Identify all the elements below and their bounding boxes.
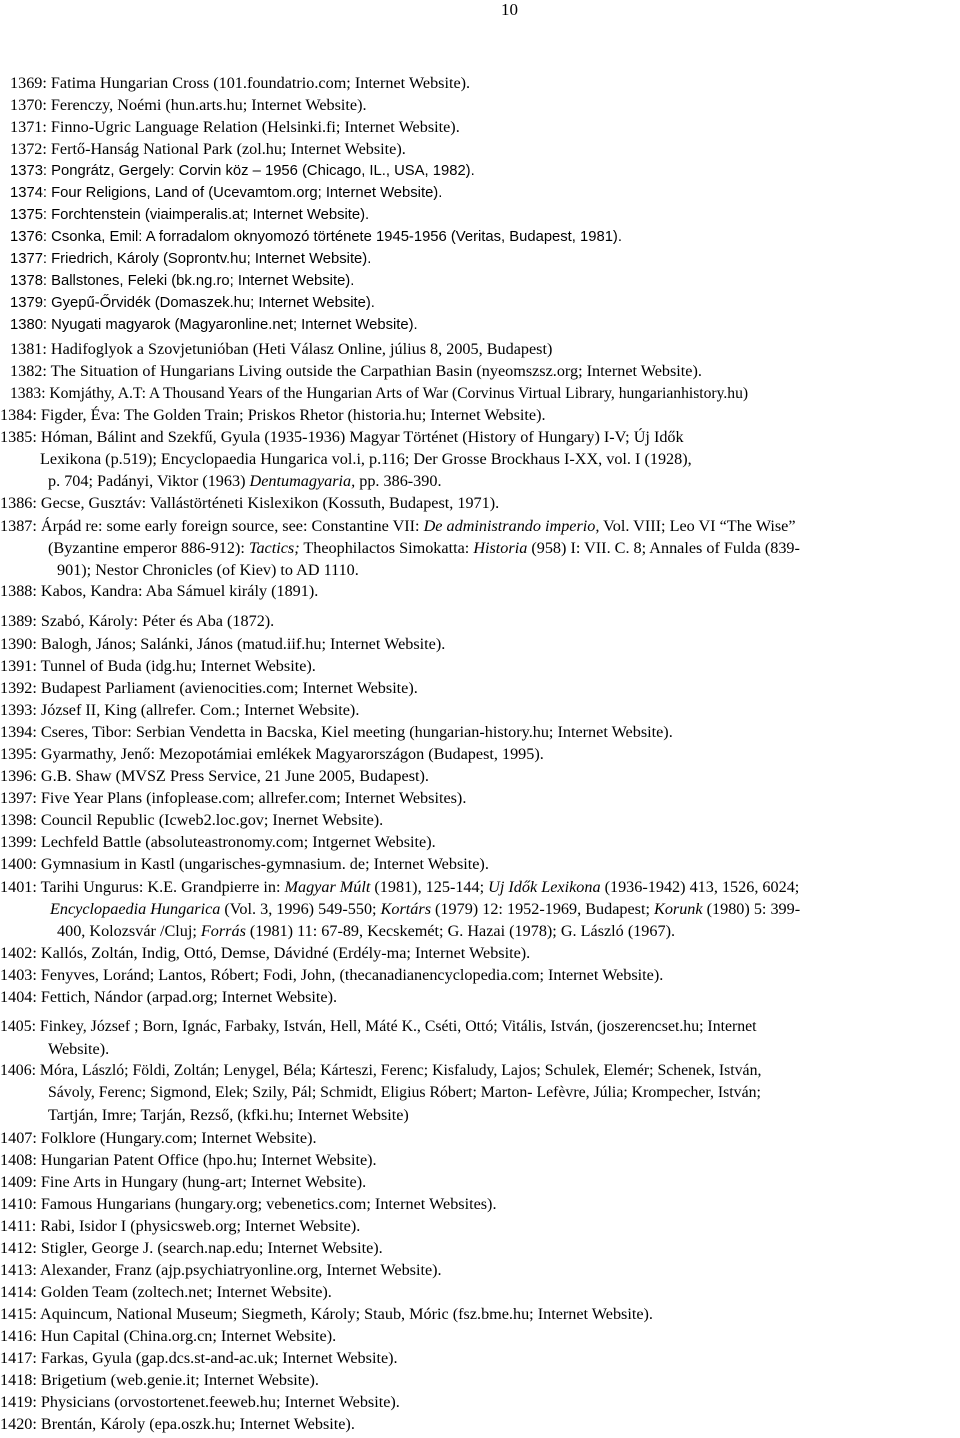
- reference-entry-1370: 1370: Ferenczy, Noémi (hun.arts.hu; Internet Website).: [10, 96, 367, 114]
- reference-entry-1397: 1397: Five Year Plans (infoplease.com; allrefer.com; Internet Websites).: [0, 789, 467, 807]
- reference-entry-1381: 1381: Hadifoglyok a Szovjetunióban (Heti Válasz Online, július 8, 2005, Budapest): [10, 340, 553, 358]
- italic-title: Historia: [473, 539, 528, 557]
- reference-entry-1375: 1375: Forchtenstein (viaimperalis.at; Internet Website).: [10, 207, 370, 223]
- entry-line: Encyclopaedia Hungarica (Vol. 3, 1996) 549-550; Kortárs (1979) 12: 1952-1969, Budapest; Korunk (1980) 5: 399-: [50, 900, 801, 918]
- reference-entry-1400: 1400: Gymnasium in Kastl (ungarisches-gymnasium. de; Internet Website).: [0, 855, 489, 873]
- reference-entry-1408: 1408: Hungarian Patent Office (hpo.hu; Internet Website).: [0, 1151, 377, 1169]
- reference-entry-1379: 1379: Gyepű-Őrvidék (Domaszek.hu; Internet Website).: [10, 295, 375, 311]
- entry-line: 1405: Finkey, József ; Born, Ignác, Farbaky, István, Hell, Máté K., Cséti, Ottó; Vitális, István, (joszerencset.hu; Internet: [0, 1018, 757, 1035]
- reference-entry-1413: 1413: Alexander, Franz (ajp.psychiatryonline.org, Internet Website).: [0, 1261, 442, 1279]
- reference-entry-1387: [0, 515, 800, 581]
- entry-line: Lexikona (p.519); Encyclopaedia Hungarica vol.i, p.116; Der Grosse Brockhaus I-XX, vol. I (1928),: [40, 450, 692, 468]
- reference-entry-1414: 1414: Golden Team (zoltech.net; Internet Website).: [0, 1283, 332, 1301]
- reference-entry-1374: 1374: Four Religions, Land of (Ucevamtom.org; Internet Website).: [10, 185, 443, 201]
- reference-entry-1372: 1372: Fertő-Hanság National Park (zol.hu; Internet Website).: [10, 140, 406, 158]
- reference-entry-1401: [0, 876, 800, 942]
- reference-entry-1410: 1410: Famous Hungarians (hungary.org; vebenetics.com; Internet Websites).: [0, 1195, 497, 1213]
- reference-entry-1411: 1411: Rabi, Isidor I (physicsweb.org; Internet Website).: [0, 1217, 361, 1235]
- reference-entry-1395: 1395: Gyarmathy, Jenő: Mezopotámiai emlékek Magyarországon (Budapest, 1995).: [0, 745, 544, 763]
- reference-entry-1412: 1412: Stigler, George J. (search.nap.edu; Internet Website).: [0, 1239, 383, 1257]
- reference-entry-1380: 1380: Nyugati magyarok (Magyaronline.net; Internet Website).: [10, 317, 418, 333]
- entry-line: 400, Kolozsvár /Cluj; Forrás (1981) 11: 67-89, Kecskemét; G. Hazai (1978); G. László (1967).: [57, 922, 676, 940]
- reference-entry-1398: 1398: Council Republic (Icweb2.loc.gov; Inernet Website).: [0, 811, 384, 829]
- italic-title: Magyar Múlt: [284, 878, 371, 896]
- reference-entry-1382: 1382: The Situation of Hungarians Living outside the Carpathian Basin (nyeomszsz.org; Internet Website).: [10, 362, 702, 380]
- reference-entry-1409: 1409: Fine Arts in Hungary (hung-art; Internet Website).: [0, 1173, 367, 1191]
- reference-entry-1392: 1392: Budapest Parliament (avienocities.com; Internet Website).: [0, 679, 418, 697]
- italic-title: Encyclopaedia Hungarica: [50, 900, 221, 918]
- italic-title: Forrás: [200, 922, 246, 940]
- reference-entry-1418: 1418: Brigetium (web.genie.it; Internet Website).: [0, 1371, 319, 1389]
- reference-entry-1388: 1388: Kabos, Kandra: Aba Sámuel király (1891).: [0, 582, 319, 600]
- reference-entry-1378: 1378: Ballstones, Feleki (bk.ng.ro; Internet Website).: [10, 273, 355, 289]
- page-number: 10: [501, 0, 518, 19]
- entry-line: (Byzantine emperor 886-912): Tactics; Theophilactos Simokatta: Historia (958) I: VII. C. 8; Annales of Fulda (839-: [48, 539, 800, 557]
- reference-entry-1419: 1419: Physicians (orvostortenet.feeweb.hu; Internet Website).: [0, 1393, 400, 1411]
- reference-entry-1371: 1371: Finno-Ugric Language Relation (Helsinki.fi; Internet Website).: [10, 118, 460, 136]
- reference-entry-1396: 1396: G.B. Shaw (MVSZ Press Service, 21 June 2005, Budapest).: [0, 767, 429, 785]
- reference-entry-1399: 1399: Lechfeld Battle (absoluteastronomy.com; Intgernet Website).: [0, 833, 436, 851]
- reference-entry-1386: 1386: Gecse, Gusztáv: Vallástörténeti Kislexikon (Kossuth, Budapest, 1971).: [0, 494, 500, 512]
- reference-entry-1415: 1415: Aquincum, National Museum; Siegmeth, Károly; Staub, Móric (fsz.bme.hu; Internet Website).: [0, 1305, 653, 1323]
- italic-title: Dentumagyaria,: [249, 472, 356, 490]
- italic-title: Kortárs: [380, 900, 431, 918]
- entry-line: 1401: Tarihi Ungurus: K.E. Grandpierre in: Magyar Múlt (1981), 125-144; Uj Idők Lexikona (1936-1942) 413, 1526, 6024;: [0, 878, 800, 896]
- entry-line: Tartján, Imre; Tarján, Rezső, (kfki.hu; Internet Website): [48, 1106, 409, 1124]
- italic-title: Uj Idők Lexikona: [488, 878, 601, 896]
- entry-line: 1387: Árpád re: some early foreign source, see: Constantine VII: De administrando imperio, Vol. VIII; Leo VI “The Wise”: [0, 517, 796, 535]
- reference-entry-1405: [0, 1016, 757, 1060]
- reference-entry-1416: 1416: Hun Capital (China.org.cn; Internet Website).: [0, 1327, 337, 1345]
- reference-entry-1384: 1384: Figder, Éva: The Golden Train; Priskos Rhetor (historia.hu; Internet Website).: [0, 406, 546, 424]
- reference-entry-1373: 1373: Pongrátz, Gergely: Corvin köz – 1956 (Chicago, IL., USA, 1982).: [10, 163, 475, 179]
- entry-line: Sávoly, Ferenc; Sigmond, Elek; Szily, Pál; Schmidt, Eligius Róbert; Marton- Lefèvre, Júlia; Krompecher, István;: [48, 1084, 761, 1101]
- reference-entry-1406: [0, 1060, 761, 1126]
- reference-entry-1390: 1390: Balogh, János; Salánki, János (matud.iif.hu; Internet Website).: [0, 635, 446, 653]
- reference-entry-1391: 1391: Tunnel of Buda (idg.hu; Internet Website).: [0, 657, 316, 675]
- reference-entry-1420: 1420: Brentán, Károly (epa.oszk.hu; Internet Website).: [0, 1415, 355, 1433]
- reference-entry-1385: [0, 426, 692, 492]
- reference-entry-1404: 1404: Fettich, Nándor (arpad.org; Internet Website).: [0, 988, 338, 1006]
- reference-entry-1407: 1407: Folklore (Hungary.com; Internet Website).: [0, 1129, 317, 1147]
- reference-entry-1389: 1389: Szabó, Károly: Péter és Aba (1872).: [0, 612, 275, 630]
- reference-entry-1377: 1377: Friedrich, Károly (Soprontv.hu; Internet Website).: [10, 251, 372, 267]
- reference-entry-1369: 1369: Fatima Hungarian Cross (101.foundatrio.com; Internet Website).: [10, 74, 471, 92]
- italic-title: Korunk: [654, 900, 703, 918]
- reference-entry-1394: 1394: Cseres, Tibor: Serbian Vendetta in Bacska, Kiel meeting (hungarian-history.hu; Internet Website).: [0, 723, 673, 741]
- reference-entry-1393: 1393: József II, King (allrefer. Com.; Internet Website).: [0, 701, 360, 719]
- entry-line: Website).: [48, 1040, 110, 1058]
- italic-title: De administrando imperio,: [423, 517, 600, 535]
- reference-entry-1376: 1376: Csonka, Emil: A forradalom oknyomozó története 1945-1956 (Veritas, Budapest, 1981).: [10, 229, 622, 245]
- reference-entry-1417: 1417: Farkas, Gyula (gap.dcs.st-and-ac.uk; Internet Website).: [0, 1349, 398, 1367]
- reference-entry-1402: 1402: Kallós, Zoltán, Indig, Ottó, Demse, Dávidné (Erdély-ma; Internet Website).: [0, 944, 531, 962]
- entry-line: 1406: Móra, László; Földi, Zoltán; Lenygel, Béla; Kárteszi, Ferenc; Kisfaludy, Lajos; Schulek, Elemér; Schenek, István,: [0, 1062, 762, 1079]
- italic-title: Tactics;: [248, 539, 300, 557]
- entry-line: p. 704; Padányi, Viktor (1963) Dentumagyaria, pp. 386-390.: [48, 472, 442, 490]
- entry-line: 901); Nestor Chronicles (of Kiev) to AD 1110.: [57, 561, 359, 579]
- entry-line: 1385: Hóman, Bálint and Szekfű, Gyula (1935-1936) Magyar Történet (History of Hungary) I-V; Új Idők: [0, 428, 684, 446]
- reference-entry-1383: 1383: Komjáthy, A.T: A Thousand Years of the Hungarian Arts of War (Corvinus Virtual Library, hungarianhistory.hu): [10, 385, 749, 402]
- reference-entry-1403: 1403: Fenyves, Loránd; Lantos, Róbert; Fodi, John, (thecanadianencyclopedia.com; Internet Website).: [0, 966, 664, 984]
